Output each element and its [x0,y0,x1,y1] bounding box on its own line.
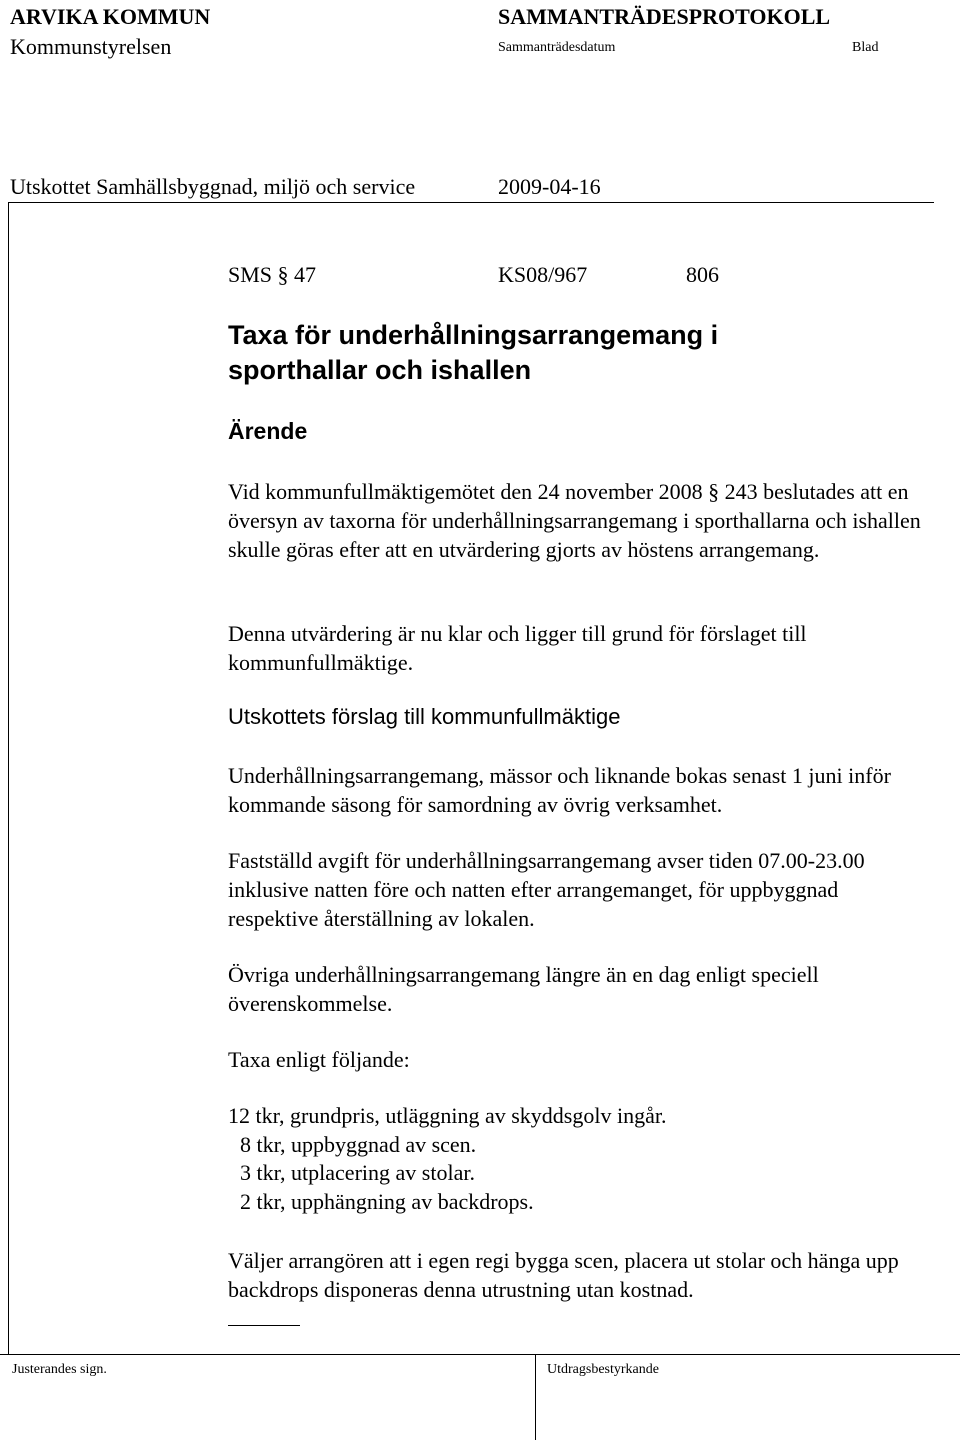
proposal-paragraph-1: Underhållningsarrangemang, mässor och liknande bokas senast 1 juni inför kommande säsong för samordning av övrig verksamhet. [228,763,891,817]
rate-item: 3 tkr, utplacering av stolar. [240,1160,475,1185]
arende-paragraph-2: Denna utvärdering är nu klar och ligger till grund för förslaget till kommunfullmäktige. [228,621,807,675]
case-number: SMS § 47 [228,262,317,287]
committee-name: Utskottet Samhällsbyggnad, miljö och service [10,174,416,199]
municipality-name: ARVIKA KOMMUN [10,4,211,29]
rate-item: 12 tkr, grundpris, utläggning av skyddsgolv ingår. [228,1103,667,1128]
signature-label: Justerandes sign. [12,1362,107,1377]
meeting-date-label: Sammanträdesdatum [498,40,616,55]
closing-paragraph: Väljer arrangören att i egen regi bygga scen, placera ut stolar och hänga upp backdrops disponeras denna utrustning utan kostnad. [228,1248,899,1302]
arende-paragraph-1: Vid kommunfullmäktigemötet den 24 november 2008 § 243 beslutades att en översyn av taxorna för underhållningsarrangemang i sporthallarna och ishallen skulle göras efter att en utvärdering gjorts av höstens arrangemang. [228,479,921,562]
case-code: 806 [686,262,719,287]
footer-top-line [0,1354,960,1355]
footer-divider [535,1354,536,1440]
end-rule [228,1325,300,1326]
case-dnr: KS08/967 [498,262,588,287]
proposal-paragraph-3: Övriga underhållningsarrangemang längre än en dag enligt speciell överenskommelse. [228,962,819,1016]
protocol-title: SAMMANTRÄDESPROTOKOLL [498,4,831,29]
case-title: Taxa för underhållningsarrangemang i sporthallar och ishallen [228,320,719,385]
frame-left-line [8,202,9,1355]
frame-top-line [8,202,934,203]
proposal-paragraph-2: Fastställd avgift för underhållningsarrangemang avser tiden 07.00-23.00 inklusive natten före och natten efter arrangemanget, för uppbyggnad respektive återställning av lokalen. [228,848,865,931]
rates-intro: Taxa enligt följande: [228,1047,410,1072]
arende-heading: Ärende [228,418,308,444]
rate-item: 2 tkr, upphängning av backdrops. [240,1189,534,1214]
certification-label: Utdragsbestyrkande [547,1362,659,1377]
page-label: Blad [852,40,879,55]
proposal-heading: Utskottets förslag till kommunfullmäktige [228,704,621,729]
board-name: Kommunstyrelsen [10,34,172,59]
rate-item: 8 tkr, uppbyggnad av scen. [240,1132,477,1157]
committee-date: 2009-04-16 [498,174,601,199]
